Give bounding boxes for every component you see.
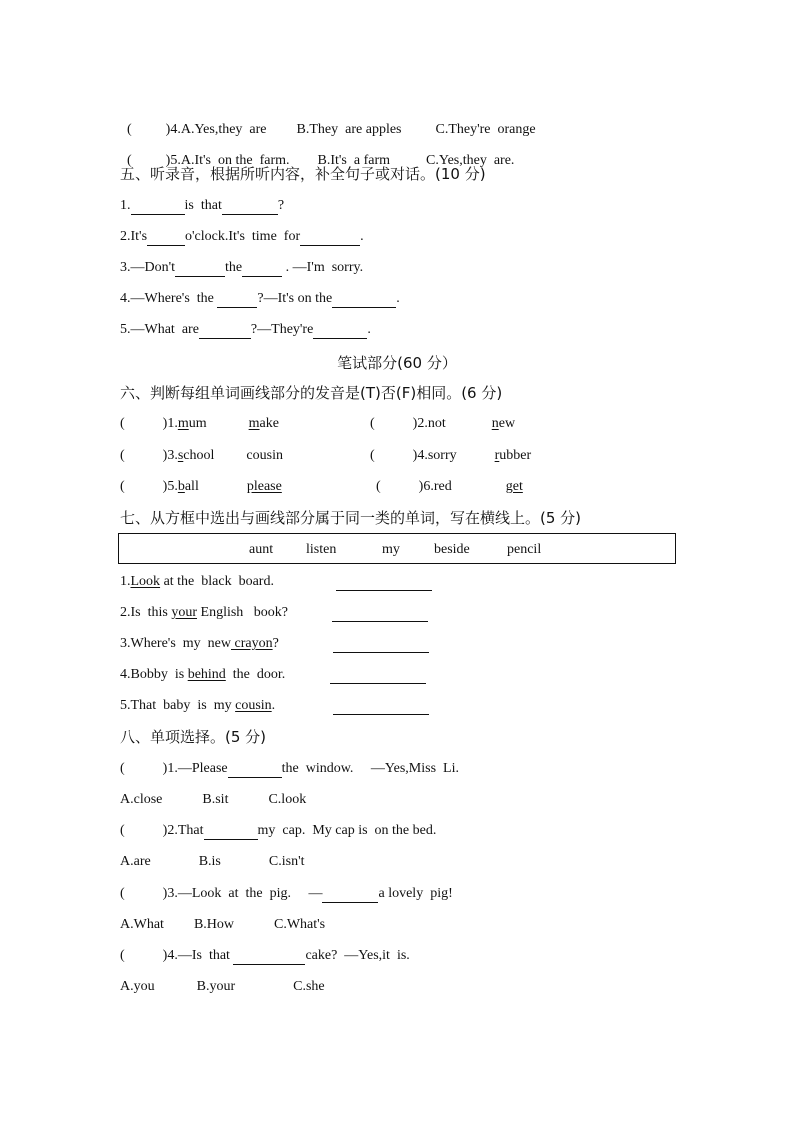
item-text: 2.Is this xyxy=(120,605,172,620)
option-c: C.isn't xyxy=(268,854,305,869)
phonics-row-3: ( )5.ball please xyxy=(120,479,282,494)
underlined-letters: m xyxy=(248,416,260,431)
option-b: B.It's a farm xyxy=(317,153,391,168)
fill-text: 3.—Don't xyxy=(120,260,176,275)
fill-blank[interactable] xyxy=(332,293,396,308)
fill-text: ?—It's on the xyxy=(257,291,333,306)
word-rest: red xyxy=(433,479,452,494)
word-rest: not xyxy=(427,416,446,431)
word-rest: cousin xyxy=(246,448,283,463)
phonics-row-2b: ( )4.sorry rubber xyxy=(370,448,532,463)
option-c: C.Yes,they are. xyxy=(426,153,515,168)
written-part-title: 笔试部分(60 分） xyxy=(337,354,457,372)
option-a: A.Yes,they are xyxy=(180,122,267,137)
choice-options-3 xyxy=(120,916,325,934)
fill-item-5 xyxy=(120,321,371,339)
question-number: )2. xyxy=(412,416,428,431)
option-c: C.They're orange xyxy=(435,122,536,137)
option-a: A.are xyxy=(120,854,151,869)
option-c: C.look xyxy=(268,792,307,807)
question-number: )5. xyxy=(162,479,178,494)
fill-blank[interactable] xyxy=(175,262,225,277)
fill-item-4 xyxy=(120,290,400,308)
box-word: beside xyxy=(434,542,470,557)
box-word: listen xyxy=(306,542,337,557)
underlined-letters: get xyxy=(505,479,523,494)
phonics-row-3b: ( )6.red get xyxy=(376,479,523,494)
fill-blank[interactable] xyxy=(204,825,258,840)
box-word: my xyxy=(382,542,400,557)
question-text: a lovely pig! xyxy=(378,886,453,901)
question-number: )4. xyxy=(412,448,428,463)
item-text: 5.That baby is my xyxy=(120,698,236,713)
item-text: at the black board. xyxy=(160,574,274,589)
phonics-row-1: ( )1.mum make xyxy=(120,416,279,431)
fill-text: . xyxy=(367,322,371,337)
question-text: the window. —Yes,Miss Li. xyxy=(281,761,459,776)
phonics-row-1b: ( )2.not new xyxy=(370,416,516,431)
choice-options-4 xyxy=(120,978,325,996)
fill-text: 5.—What are xyxy=(120,322,199,337)
choice-question-4: ( )4.—Is that cake? —Yes,it is. xyxy=(120,948,410,963)
underlined-letters: b xyxy=(177,479,185,494)
classify-item-4 xyxy=(120,666,285,684)
question-text: )4.—Is that xyxy=(162,948,234,963)
option-a: A.What xyxy=(120,917,164,932)
answer-line[interactable] xyxy=(336,589,432,591)
fill-text: ? xyxy=(277,198,285,213)
underlined-word: cousin xyxy=(235,698,272,713)
underlined-word: behind xyxy=(187,667,226,682)
fill-text: is that xyxy=(184,198,222,213)
item-text: . xyxy=(271,698,276,713)
word-rest: um xyxy=(188,416,207,431)
item-text: the door. xyxy=(225,667,286,682)
answer-line[interactable] xyxy=(332,620,428,622)
item-text: 3.Where's my new xyxy=(120,636,231,651)
item-text: English book? xyxy=(197,605,289,620)
question-number: )3. xyxy=(162,448,178,463)
fill-item-1 xyxy=(120,197,284,215)
question-number: )1. xyxy=(162,416,178,431)
fill-text: o'clock.It's time for xyxy=(185,229,301,244)
fill-text: ?—They're xyxy=(250,322,314,337)
word-rest: ubber xyxy=(499,448,532,463)
option-c: C.she xyxy=(293,979,325,994)
question-number: )5. xyxy=(165,153,181,168)
option-b: B.your xyxy=(196,979,236,994)
word-box xyxy=(118,533,676,564)
word-rest: chool xyxy=(183,448,215,463)
fill-blank[interactable] xyxy=(228,763,282,778)
underlined-letters: s xyxy=(177,448,184,463)
fill-blank[interactable] xyxy=(233,950,305,965)
question-text: my cap. My cap is on the bed. xyxy=(257,823,437,838)
question-text: )1.—Please xyxy=(162,761,228,776)
word-rest: ake xyxy=(259,416,279,431)
underlined-letters: n xyxy=(491,416,499,431)
classify-item-1 xyxy=(120,573,274,591)
answer-line[interactable] xyxy=(333,713,429,715)
fill-blank[interactable] xyxy=(313,324,367,339)
answer-paren: ( xyxy=(127,122,132,137)
choice-question-2: ( )2.That my cap. My cap is on the bed. xyxy=(120,823,437,838)
underlined-letters: please xyxy=(246,479,282,494)
fill-text: 2.It's xyxy=(120,229,148,244)
question-text: cake? —Yes,it is. xyxy=(305,948,410,963)
underlined-word: crayon xyxy=(231,636,273,651)
section-6-heading: 六、判断每组单词画线部分的发音是(T)否(F)相同。(6 分) xyxy=(120,384,503,402)
classify-item-5 xyxy=(120,697,275,715)
underlined-letters: m xyxy=(177,416,189,431)
fill-blank[interactable] xyxy=(199,324,251,339)
fill-blank[interactable] xyxy=(222,200,278,215)
option-a: A.you xyxy=(120,979,155,994)
underlined-word: your xyxy=(171,605,198,620)
fill-blank[interactable] xyxy=(131,200,185,215)
choice-options-1 xyxy=(120,791,306,809)
option-b: B.sit xyxy=(202,792,229,807)
box-word: aunt xyxy=(249,542,274,557)
answer-line[interactable] xyxy=(330,682,426,684)
answer-line[interactable] xyxy=(333,651,429,653)
fill-blank[interactable] xyxy=(242,262,282,277)
option-a: A.close xyxy=(120,792,163,807)
underlined-letters: r xyxy=(494,448,500,463)
option-a: A.It's on the farm. xyxy=(180,153,290,168)
choice-options-2 xyxy=(120,853,304,871)
question-text: )3.—Look at the pig. — xyxy=(162,886,323,901)
fill-blank[interactable] xyxy=(300,231,360,246)
underlined-word: Look xyxy=(130,574,161,589)
word-rest: sorry xyxy=(427,448,457,463)
fill-blank[interactable] xyxy=(147,231,185,246)
section-8-heading: 八、单项选择。(5 分) xyxy=(120,728,267,746)
item-text: 1. xyxy=(120,574,131,589)
question-text: )2.That xyxy=(162,823,204,838)
word-rest: ew xyxy=(498,416,516,431)
section-5-heading: 五、听录音，根据所听内容，补全句子或对话。(10 分) xyxy=(120,165,486,183)
choice-question-1: ( )1.—Please the window. —Yes,Miss Li. xyxy=(120,761,459,776)
choice-question-3: ( )3.—Look at the pig. — a lovely pig! xyxy=(120,886,453,901)
option-b: B.They are apples xyxy=(296,122,402,137)
classify-item-3 xyxy=(120,635,279,653)
section-7-heading: 七、从方框中选出与画线部分属于同一类的单词，写在横线上。(5 分) xyxy=(120,509,582,527)
question-number: )6. xyxy=(418,479,434,494)
option-b: B.is xyxy=(198,854,221,869)
fill-blank[interactable] xyxy=(217,293,257,308)
item-text: ? xyxy=(272,636,279,651)
word-rest: all xyxy=(184,479,199,494)
answer-paren: ( xyxy=(127,153,132,168)
box-word: pencil xyxy=(507,542,542,557)
fill-text: . —I'm sorry. xyxy=(282,260,364,275)
fill-item-3 xyxy=(120,259,363,277)
item-text: 4.Bobby is xyxy=(120,667,188,682)
fill-text: . xyxy=(360,229,364,244)
fill-text: 4.—Where's the xyxy=(120,291,218,306)
fill-item-2 xyxy=(120,228,364,246)
option-b: B.How xyxy=(193,917,234,932)
fill-blank[interactable] xyxy=(322,888,378,903)
option-c: C.What's xyxy=(274,917,326,932)
fill-text: the xyxy=(225,260,243,275)
phonics-row-2: ( )3.school cousin xyxy=(120,448,283,463)
classify-item-2 xyxy=(120,604,288,622)
fill-text: . xyxy=(396,291,400,306)
fill-text: 1. xyxy=(120,198,131,213)
question-number: )4. xyxy=(165,122,181,137)
